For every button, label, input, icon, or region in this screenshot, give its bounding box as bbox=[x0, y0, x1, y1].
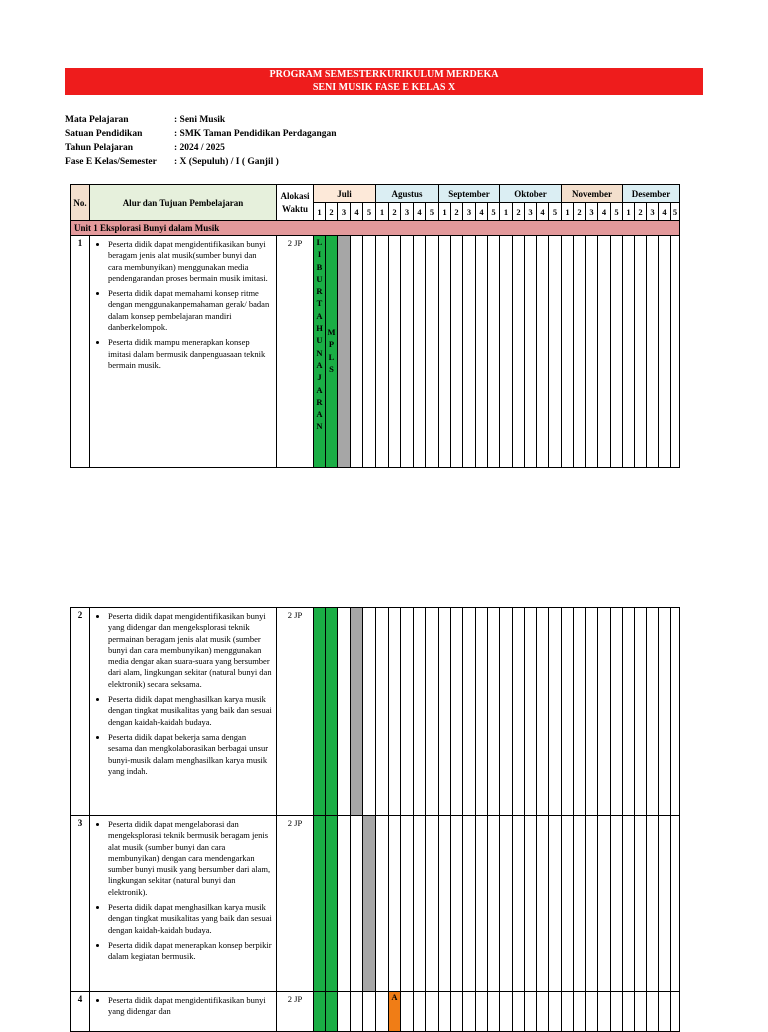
week-cell bbox=[414, 608, 426, 816]
week-cell bbox=[611, 992, 623, 1032]
table-row bbox=[71, 236, 680, 468]
mpls-bar bbox=[326, 608, 338, 816]
week-cell bbox=[635, 816, 647, 992]
week-cell bbox=[463, 608, 476, 816]
week-cell bbox=[476, 608, 488, 816]
week-cell bbox=[401, 992, 414, 1032]
row-number: 2 bbox=[71, 608, 90, 816]
semester-plan-table-1 bbox=[70, 184, 680, 468]
week-cell bbox=[500, 236, 513, 468]
week-number: 3 bbox=[647, 203, 659, 221]
month-header: Oktober bbox=[500, 185, 562, 203]
objective-item: • Peserta didik dapat memahami konsep ritme dengan menggunakanpemahaman gerak/ badan dalam konsep pembelajaran mandiri danberkelompok. bbox=[108, 288, 272, 333]
week-cell bbox=[549, 992, 562, 1032]
week-cell bbox=[488, 236, 500, 468]
week-cell bbox=[598, 816, 611, 992]
week-cell bbox=[426, 608, 439, 816]
week-cell bbox=[363, 236, 376, 468]
month-header: November bbox=[562, 185, 623, 203]
week-number: 3 bbox=[463, 203, 476, 221]
week-number: 2 bbox=[326, 203, 338, 221]
meta-key: Fase E Kelas/Semester bbox=[65, 157, 157, 167]
week-cell bbox=[426, 236, 439, 468]
title-line-2: SENI MUSIK FASE E KELAS X bbox=[312, 82, 456, 93]
week-cell bbox=[513, 236, 525, 468]
week-cell bbox=[586, 992, 598, 1032]
vertical-letter: A bbox=[316, 409, 323, 420]
meta-row bbox=[65, 155, 337, 169]
objective-item: • Peserta didik dapat mengidentifikasikan bunyi beragam jenis alat musik(sumber bunyi dan cara membunyikan) menggunakan media pendengarandan proses bermain musik imitasi. bbox=[108, 239, 272, 284]
table-row bbox=[71, 992, 680, 1032]
holiday-bar bbox=[314, 608, 326, 816]
week-number: 1 bbox=[500, 203, 513, 221]
week-cell bbox=[562, 236, 574, 468]
vertical-letter: H bbox=[316, 323, 323, 334]
objective-item: • Peserta didik mampu menerapkan konsep imitasi dalam bermusik danpenguasaan teknik bermain musik. bbox=[108, 337, 272, 371]
vertical-letter: A bbox=[316, 310, 323, 321]
week-cell bbox=[500, 608, 513, 816]
week-cell bbox=[488, 816, 500, 992]
week-cell bbox=[363, 992, 376, 1032]
week-cell bbox=[549, 816, 562, 992]
meta-value: : SMK Taman Pendidikan Perdagangan bbox=[174, 129, 337, 139]
objective-item: • Peserta didik dapat menghasilkan karya musik dengan tingkat musikalitas yang baik dan sesuai dengan kaidah-kaidah budaya. bbox=[108, 694, 272, 728]
week-cell bbox=[426, 992, 439, 1032]
week-cell bbox=[476, 816, 488, 992]
month-header-row bbox=[71, 185, 680, 203]
week-cell bbox=[525, 992, 537, 1032]
vertical-letter: N bbox=[316, 347, 323, 358]
objective-item: • Peserta didik dapat mengidentifikasikan bunyi yang didengar dan mengeksplorasi teknik permainan beragam jenis alat musik (sumber bunyi dan cara membunyikan) menggunakan media dengar akan suara-suara yang bersumber dari alam, lingkungan sekitar (natural bunyi dan elektronik) secara seksama. bbox=[108, 611, 272, 690]
week-cell bbox=[525, 816, 537, 992]
vertical-letter: P bbox=[328, 339, 335, 350]
week-cell bbox=[635, 236, 647, 468]
week-cell bbox=[574, 608, 586, 816]
week-number: 4 bbox=[598, 203, 611, 221]
col-alur-header: Alur dan Tujuan Pembelajaran bbox=[90, 185, 277, 221]
document-meta bbox=[65, 113, 337, 169]
week-cell bbox=[513, 992, 525, 1032]
meta-key: Satuan Pendidikan bbox=[65, 129, 143, 139]
week-number: 3 bbox=[401, 203, 414, 221]
week-number: 1 bbox=[314, 203, 326, 221]
vertical-letter: L bbox=[316, 237, 323, 247]
week-cell bbox=[500, 992, 513, 1032]
week-cell bbox=[414, 992, 426, 1032]
week-cell bbox=[598, 236, 611, 468]
week-cell bbox=[401, 608, 414, 816]
month-header: Agustus bbox=[376, 185, 439, 203]
table-row bbox=[71, 608, 680, 816]
vertical-letter: A bbox=[316, 359, 323, 370]
week-number: 4 bbox=[476, 203, 488, 221]
week-cell bbox=[549, 236, 562, 468]
week-cell bbox=[623, 816, 635, 992]
vertical-letter: M bbox=[327, 327, 336, 337]
week-cell bbox=[338, 608, 351, 816]
month-header: Desember bbox=[623, 185, 680, 203]
week-cell bbox=[586, 608, 598, 816]
week-cell bbox=[647, 608, 659, 816]
week-cell bbox=[439, 816, 451, 992]
vertical-letter: U bbox=[316, 335, 323, 346]
week-cell bbox=[488, 992, 500, 1032]
mpls-bar bbox=[326, 992, 338, 1032]
week-number: 5 bbox=[488, 203, 500, 221]
shaded-week bbox=[363, 816, 376, 992]
week-cell bbox=[611, 816, 623, 992]
week-cell bbox=[525, 608, 537, 816]
week-cell bbox=[549, 608, 562, 816]
meta-row bbox=[65, 141, 337, 155]
vertical-letter: R bbox=[316, 396, 323, 407]
week-cell bbox=[659, 236, 671, 468]
meta-key: Tahun Pelajaran bbox=[65, 143, 134, 153]
week-number: 3 bbox=[525, 203, 537, 221]
holiday-bar bbox=[314, 992, 326, 1032]
vertical-letter: T bbox=[316, 298, 323, 309]
week-cell bbox=[671, 236, 680, 468]
row-number: 3 bbox=[71, 816, 90, 992]
holiday-bar bbox=[314, 236, 326, 468]
week-cell bbox=[623, 608, 635, 816]
week-cell bbox=[426, 816, 439, 992]
month-header: September bbox=[439, 185, 500, 203]
week-cell bbox=[623, 236, 635, 468]
objective-item: • Peserta didik dapat mengidentifikasikan bunyi yang didengar dan bbox=[108, 995, 272, 1018]
week-cell bbox=[439, 992, 451, 1032]
week-cell bbox=[537, 992, 549, 1032]
week-cell bbox=[389, 608, 401, 816]
week-cell bbox=[351, 992, 363, 1032]
week-cell bbox=[488, 608, 500, 816]
week-cell bbox=[500, 816, 513, 992]
week-cell bbox=[574, 992, 586, 1032]
week-cell bbox=[659, 608, 671, 816]
shaded-week bbox=[338, 236, 351, 468]
week-number: 5 bbox=[426, 203, 439, 221]
week-cell bbox=[537, 236, 549, 468]
col-no-header: No. bbox=[71, 185, 90, 221]
vertical-letter: U bbox=[316, 273, 323, 284]
mpls-bar bbox=[326, 236, 338, 468]
week-cell bbox=[586, 816, 598, 992]
week-cell bbox=[476, 992, 488, 1032]
week-cell bbox=[671, 816, 680, 992]
week-cell bbox=[401, 236, 414, 468]
week-cell bbox=[389, 236, 401, 468]
vertical-letter: J bbox=[317, 372, 322, 383]
week-cell bbox=[376, 992, 389, 1032]
week-cell bbox=[389, 816, 401, 992]
week-cell bbox=[376, 236, 389, 468]
week-cell bbox=[635, 992, 647, 1032]
week-cell bbox=[451, 816, 463, 992]
week-cell bbox=[451, 608, 463, 816]
week-cell bbox=[671, 992, 680, 1032]
vertical-letter: A bbox=[316, 384, 323, 395]
objective-item: • Peserta didik dapat bekerja sama dengan sesama dan mengkolaborasikan berbagai unsur bunyi-musik dalam menghasilkan karya musik yang indah. bbox=[108, 732, 272, 777]
week-cell bbox=[351, 236, 363, 468]
vertical-letter: N bbox=[316, 421, 323, 432]
week-cell bbox=[574, 236, 586, 468]
week-number: 1 bbox=[562, 203, 574, 221]
week-number: 3 bbox=[586, 203, 598, 221]
time-allocation: 2 JP bbox=[277, 816, 314, 992]
week-cell bbox=[562, 816, 574, 992]
week-number: 2 bbox=[389, 203, 401, 221]
week-cell bbox=[562, 992, 574, 1032]
week-number: 4 bbox=[659, 203, 671, 221]
week-cell bbox=[537, 608, 549, 816]
row-number: 4 bbox=[71, 992, 90, 1032]
unit-title: Unit 1 Eksplorasi Bunyi dalam Musik bbox=[71, 221, 680, 236]
week-cell bbox=[414, 236, 426, 468]
week-cell bbox=[439, 236, 451, 468]
week-cell bbox=[463, 816, 476, 992]
week-number: 2 bbox=[513, 203, 525, 221]
week-number: 1 bbox=[623, 203, 635, 221]
week-number: 2 bbox=[574, 203, 586, 221]
meta-value: : Seni Musik bbox=[174, 115, 226, 125]
week-number: 4 bbox=[351, 203, 363, 221]
week-cell bbox=[647, 816, 659, 992]
week-cell bbox=[376, 608, 389, 816]
week-cell bbox=[476, 236, 488, 468]
week-number: 3 bbox=[338, 203, 351, 221]
month-header: Juli bbox=[314, 185, 376, 203]
meta-row bbox=[65, 113, 337, 127]
week-number: 5 bbox=[549, 203, 562, 221]
table-row bbox=[71, 816, 680, 992]
vertical-letter: I bbox=[317, 249, 322, 260]
week-cell bbox=[623, 992, 635, 1032]
week-cell bbox=[463, 992, 476, 1032]
time-allocation: 2 JP bbox=[277, 992, 314, 1032]
week-cell bbox=[611, 236, 623, 468]
week-cell bbox=[376, 816, 389, 992]
mpls-bar bbox=[326, 816, 338, 992]
week-cell bbox=[363, 608, 376, 816]
week-number: 4 bbox=[414, 203, 426, 221]
title-line-1: PROGRAM SEMESTERKURIKULUM MERDEKA bbox=[269, 69, 499, 80]
shaded-week bbox=[351, 608, 363, 816]
week-number: 2 bbox=[451, 203, 463, 221]
row-number: 1 bbox=[71, 236, 90, 468]
week-cell bbox=[439, 608, 451, 816]
vertical-letter: S bbox=[329, 363, 334, 374]
week-cell bbox=[525, 236, 537, 468]
objective-item: • Peserta didik dapat mengelaborasi dan mengeksplorasi teknik bermusik beragam jenis alat musik (sumber bunyi dan cara membunyikan) dengan cara mendengarkan sumber bunyi musik yang bersumber dari alam, lingkungan sekitar (natural bunyi dan elektronik). bbox=[108, 819, 272, 898]
time-allocation: 2 JP bbox=[277, 236, 314, 468]
semester-plan-table-2 bbox=[70, 607, 680, 1032]
vertical-letter: B bbox=[316, 261, 323, 272]
week-cell bbox=[598, 992, 611, 1032]
vertical-letter: R bbox=[316, 286, 323, 297]
week-cell bbox=[635, 608, 647, 816]
week-number: 5 bbox=[611, 203, 623, 221]
meta-value: : X (Sepuluh) / I ( Ganjil ) bbox=[174, 157, 279, 167]
week-number: 5 bbox=[671, 203, 680, 221]
week-cell bbox=[451, 236, 463, 468]
week-cell bbox=[463, 236, 476, 468]
week-cell bbox=[562, 608, 574, 816]
week-cell bbox=[338, 992, 351, 1032]
title-banner bbox=[65, 68, 703, 95]
week-cell bbox=[401, 816, 414, 992]
meta-row bbox=[65, 127, 337, 141]
week-cell bbox=[414, 816, 426, 992]
week-cell bbox=[659, 992, 671, 1032]
week-cell bbox=[513, 816, 525, 992]
activity-marker: A bbox=[389, 992, 401, 1032]
week-cell bbox=[513, 608, 525, 816]
week-number: 2 bbox=[635, 203, 647, 221]
week-cell bbox=[537, 816, 549, 992]
week-cell bbox=[598, 608, 611, 816]
week-number: 1 bbox=[439, 203, 451, 221]
week-cell bbox=[338, 816, 351, 992]
meta-value: : 2024 / 2025 bbox=[174, 143, 225, 153]
col-alokasi-header: Alokasi Waktu bbox=[277, 185, 314, 221]
week-cell bbox=[451, 992, 463, 1032]
meta-key: Mata Pelajaran bbox=[65, 115, 129, 125]
week-cell bbox=[671, 608, 680, 816]
objective-item: • Peserta didik dapat menghasilkan karya musik dengan tingkat musikalitas yang baik dan sesuai dengan kaidah-kaidah budaya. bbox=[108, 902, 272, 936]
learning-objectives bbox=[90, 236, 277, 468]
week-cell bbox=[647, 236, 659, 468]
learning-objectives bbox=[90, 992, 277, 1032]
week-cell bbox=[574, 816, 586, 992]
week-cell bbox=[586, 236, 598, 468]
week-number: 5 bbox=[363, 203, 376, 221]
week-cell bbox=[647, 992, 659, 1032]
learning-objectives bbox=[90, 608, 277, 816]
week-cell bbox=[351, 816, 363, 992]
vertical-letter: L bbox=[328, 351, 335, 362]
time-allocation: 2 JP bbox=[277, 608, 314, 816]
unit-row bbox=[71, 221, 680, 236]
week-cell bbox=[659, 816, 671, 992]
week-cell bbox=[611, 608, 623, 816]
week-number: 4 bbox=[537, 203, 549, 221]
objective-item: • Peserta didik dapat menerapkan konsep berpikir dalam kegiatan bermusik. bbox=[108, 940, 272, 963]
holiday-bar bbox=[314, 816, 326, 992]
week-number: 1 bbox=[376, 203, 389, 221]
learning-objectives bbox=[90, 816, 277, 992]
